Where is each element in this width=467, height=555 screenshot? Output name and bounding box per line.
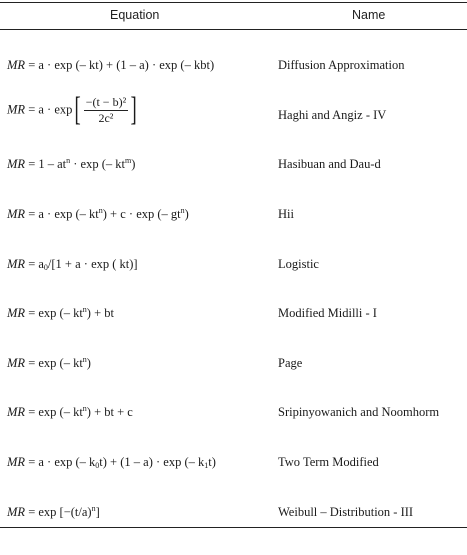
model-name: Sripinyowanich and Noomhorm <box>278 405 440 419</box>
fraction: $\frac{\text{−(t − b)²}}{\text{2c²}}$ <box>85 94 127 125</box>
equation-cell: MR = a · exp (– $kt^n) + c \cdot \exp$ (– $gt^n$) <box>7 206 189 221</box>
table-row <box>0 93 467 143</box>
model-name: Page <box>278 356 303 370</box>
model-name: Hasibuan and Dau-d <box>278 157 381 171</box>
table-row <box>0 405 467 455</box>
equation-cell: MR = $1 - at^n \cdot \exp$ (– $kt^m$) <box>7 156 136 171</box>
equation-cell: MR = exp (– $kt^n$) + bt + c <box>7 404 133 419</box>
top-rule <box>0 2 467 3</box>
model-name: Hii <box>278 207 294 221</box>
equation-cell: MR = $\exp [-(t/a)^n]$ <box>7 504 100 519</box>
equation-cell: MR = exp (– $kt^n$) + bt <box>7 305 114 320</box>
model-name: Modified Midilli - I <box>278 306 377 320</box>
equation-cell: MR = a · exp (– $k_0t) + (1 - a) \cdot \exp$ (– $k_1t$) <box>7 455 216 470</box>
table-row <box>0 455 467 505</box>
table-row <box>0 356 467 406</box>
header-equation: Equation <box>110 8 160 22</box>
table-row <box>0 306 467 356</box>
equation-cell: MR = exp (– $kt^n$) <box>7 355 91 370</box>
model-name: Diffusion Approximation <box>278 58 405 72</box>
model-name: Weibull – Distribution - III <box>278 505 414 519</box>
equation-cell: MR = a · exp[ $\frac{\text{−(t − b)²}}{\text{2c²}}$ ] <box>7 91 137 128</box>
table-row <box>0 207 467 257</box>
equation-cell: MR = $a_0/[1 + a \cdot \exp$ ( kt)] <box>7 257 138 272</box>
table-row <box>0 257 467 307</box>
model-name: Logistic <box>278 257 319 271</box>
equation-cell: MR = a · exp (– kt) + (1 – a) · exp (– kbt) <box>7 58 215 72</box>
bottom-rule <box>0 527 467 528</box>
table-row <box>0 505 467 555</box>
header-rule <box>0 29 467 30</box>
model-name: Two Term Modified <box>278 455 379 469</box>
header-name: Name <box>352 8 386 22</box>
model-name: Haghi and Angiz - IV <box>278 108 387 122</box>
table-row <box>0 157 467 207</box>
